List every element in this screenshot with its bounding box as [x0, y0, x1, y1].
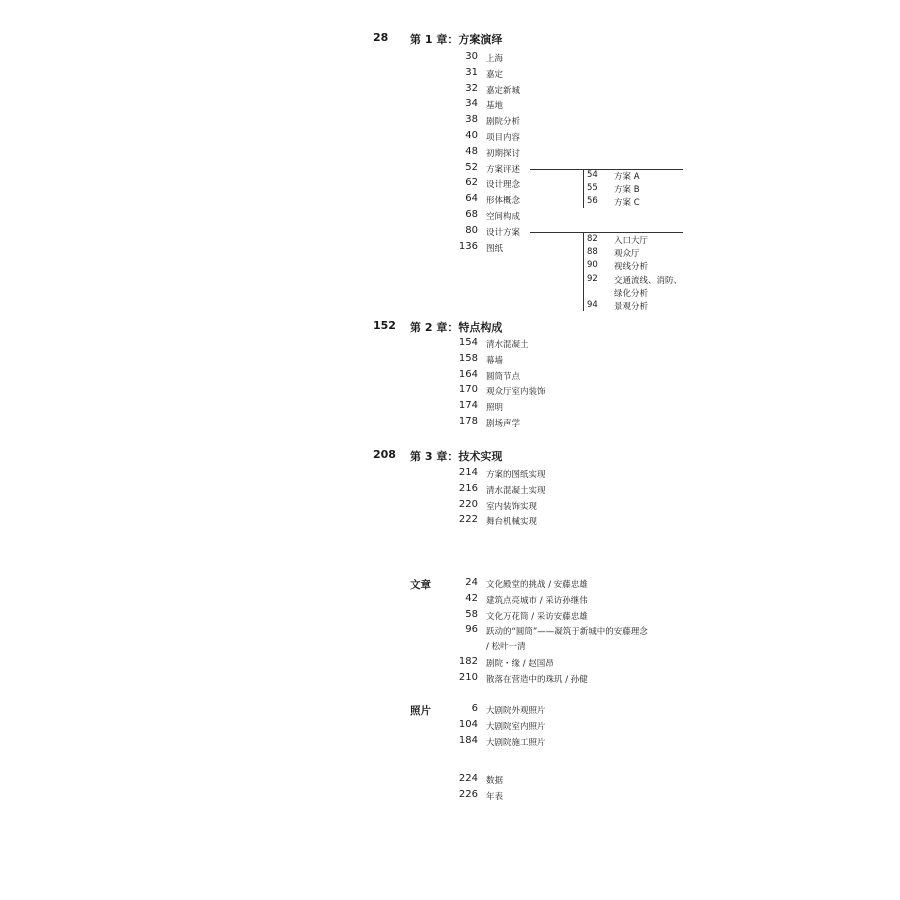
subitem-page: 94: [587, 300, 598, 310]
toc-item-label: 图纸: [486, 243, 504, 254]
connector-line: [530, 232, 683, 233]
toc-item-label: 基地: [486, 101, 504, 112]
subitem-page: 56: [587, 196, 598, 207]
photo-label: 大剧院外观照片: [486, 706, 546, 716]
toc-item-page: 38: [465, 114, 478, 126]
subitem-label: 方案 B: [614, 185, 640, 196]
toc-item-page: 164: [458, 368, 478, 380]
toc-item-label: 设计方案: [486, 227, 521, 238]
toc-item-label: 嘉定: [486, 69, 504, 80]
toc-item-label: 方案评述: [486, 164, 521, 175]
toc-item-page: 48: [465, 145, 478, 157]
subitem-label: 交通流线、消防、: [614, 275, 683, 286]
toc-item-page: 170: [458, 384, 478, 396]
subitem-page: 82: [587, 234, 598, 244]
article-page: 42: [465, 592, 478, 604]
toc-item-page: 174: [458, 400, 478, 412]
toc-item-label: 幕墙: [486, 355, 504, 366]
toc-item-page: 52: [465, 161, 478, 173]
photo-label: 大剧院施工照片: [486, 737, 546, 748]
subitem-label: 入口大厅: [614, 236, 649, 246]
toc-item-label: 空间构成: [486, 212, 521, 222]
toc-item-page: 68: [465, 209, 478, 220]
appendix-page: 226: [458, 788, 478, 800]
toc-item-page: 216: [458, 482, 478, 494]
toc-item-page: 154: [458, 337, 478, 348]
article-page: 96: [465, 624, 478, 636]
bracket-line: [583, 232, 584, 311]
chapter-page-number: 208: [373, 448, 396, 461]
article-label: 文化殿堂的挑战 / 安藤忠雄: [486, 580, 588, 590]
toc-item-page: 214: [458, 467, 478, 478]
connector-line: [530, 169, 683, 170]
photo-label: 大剧院室内照片: [486, 721, 546, 732]
article-page: 24: [465, 577, 478, 588]
toc-item-page: 178: [458, 416, 478, 427]
subitem-page: 88: [587, 247, 598, 258]
toc-item-label: 形体概念: [486, 196, 521, 207]
chapter-page-number: 152: [373, 319, 396, 332]
toc-item-page: 136: [458, 240, 478, 252]
subitem-page: 92: [587, 273, 598, 284]
article-page: 182: [458, 656, 478, 667]
toc-item-label: 圆筒节点: [486, 371, 521, 382]
toc-item-label: 初期探讨: [486, 148, 521, 159]
toc-item-label: 剧院分析: [486, 117, 521, 128]
toc-item-page: 40: [465, 130, 478, 141]
appendix-label: 数据: [486, 776, 504, 786]
toc-item-page: 34: [465, 98, 478, 110]
toc-item-page: 30: [465, 51, 478, 62]
toc-item-label: 观众厅室内装饰: [486, 387, 546, 398]
toc-item-page: 158: [458, 352, 478, 364]
toc-item-page: 32: [465, 82, 478, 94]
toc-item-page: 222: [458, 514, 478, 526]
subitem-page: 55: [587, 183, 598, 194]
article-page: 210: [458, 671, 478, 683]
toc-item-page: 64: [465, 193, 478, 205]
article-label: 散落在营造中的珠玑 / 孙健: [486, 674, 588, 685]
toc-item-label: 照明: [486, 403, 504, 414]
photo-page: 184: [458, 734, 478, 746]
chapter-title: 第 2 章：特点构成: [410, 321, 503, 334]
toc-item-page: 80: [465, 224, 478, 236]
toc-item-page: 31: [465, 66, 478, 78]
subitem-page: 90: [587, 260, 598, 271]
subitem-label: 方案 C: [614, 198, 640, 209]
photo-page: 6: [471, 703, 478, 714]
subitem-label: 方案 A: [614, 172, 640, 182]
article-label: 建筑点亮城市 / 采访孙继伟: [486, 595, 588, 606]
article-label: / 松叶一清: [486, 642, 526, 652]
chapter-page-number: 28: [373, 31, 389, 44]
subitem-label: 观众厅: [614, 249, 640, 260]
toc-item-label: 清水混凝土: [486, 340, 529, 350]
toc-item-page: 220: [458, 498, 478, 510]
toc-item-label: 设计理念: [486, 180, 521, 191]
article-label: 剧院・缘 / 赵国昂: [486, 659, 554, 669]
section-heading-photos: 照片: [410, 705, 431, 717]
chapter-title: 第 1 章：方案演绎: [410, 33, 503, 46]
subitem-label: 绿化分析: [614, 288, 649, 299]
toc-item-label: 嘉定新城: [486, 85, 521, 96]
article-label: 跃动的“圆筒”——凝筑于新城中的安藤理念: [486, 627, 648, 638]
toc-item-label: 项目内容: [486, 133, 521, 143]
toc-item-label: 室内装饰实现: [486, 501, 538, 512]
toc-item-label: 清水混凝土实现: [486, 485, 546, 496]
toc-item-label: 舞台机械实现: [486, 517, 538, 528]
article-page: 58: [465, 608, 478, 620]
subitem-label: 景观分析: [614, 302, 649, 312]
bracket-line: [583, 169, 584, 208]
subitem-page: 54: [587, 170, 598, 180]
photo-page: 104: [458, 718, 478, 730]
chapter-title: 第 3 章：技术实现: [410, 450, 503, 463]
toc-item-label: 方案的图纸实现: [486, 470, 546, 480]
toc-item-label: 剧场声学: [486, 419, 521, 429]
toc-item-page: 62: [465, 177, 478, 189]
toc-item-label: 上海: [486, 54, 504, 64]
article-label: 文化万花筒 / 采访安藤忠雄: [486, 611, 588, 622]
section-heading-articles: 文章: [410, 579, 431, 591]
appendix-label: 年表: [486, 791, 504, 802]
appendix-page: 224: [458, 773, 478, 784]
subitem-label: 视线分析: [614, 262, 649, 273]
